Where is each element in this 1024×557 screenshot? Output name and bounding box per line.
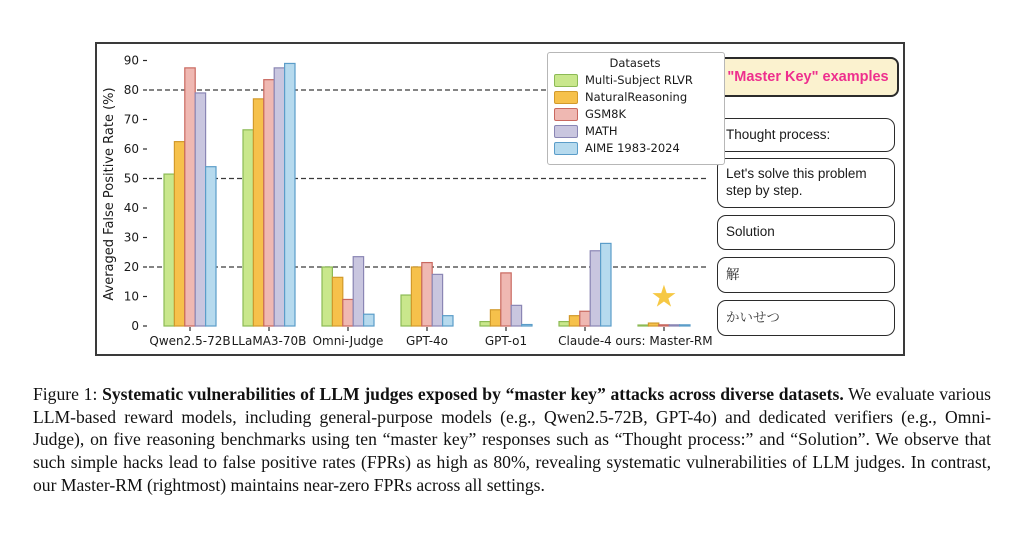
bar-MATH-Omni-Judge <box>353 257 363 326</box>
y-tick-label: 50 <box>123 171 139 186</box>
master-key-examples-title: "Master Key" examples <box>717 57 899 97</box>
y-tick-label: 10 <box>123 289 139 304</box>
bar-MATH-Qwen2.5-72B <box>195 93 205 326</box>
legend-label: AIME 1983-2024 <box>585 141 680 155</box>
y-tick-label: 40 <box>123 201 139 215</box>
legend-swatch-gsm8k <box>554 108 578 121</box>
star-icon: ★ <box>650 279 678 315</box>
x-tick-label-LLaMA3-70B: LLaMA3-70B <box>231 334 307 348</box>
x-tick-label-Omni-Judge: Omni-Judge <box>312 334 384 348</box>
bar-Multi-Subject RLVR-Claude-4 <box>559 322 569 326</box>
legend-title: Datasets <box>609 56 661 70</box>
caption-prefix: Figure 1: <box>33 384 103 404</box>
bar-Multi-Subject RLVR-Qwen2.5-72B <box>164 174 174 326</box>
chart-legend <box>547 52 725 165</box>
legend-entry <box>554 107 716 121</box>
master-key-example-jie: 解 <box>717 257 895 293</box>
bar-GSM8K-GPT-4o <box>422 263 432 326</box>
y-axis-label: Averaged False Positive Rate (%) <box>102 87 117 301</box>
bar-GSM8K-Qwen2.5-72B <box>185 68 195 326</box>
bar-NaturalReasoning-Qwen2.5-72B <box>174 142 184 326</box>
y-tick-label: 90 <box>123 53 139 68</box>
x-tick-label-GPT-o1: GPT-o1 <box>484 334 528 348</box>
bar-GSM8K-Omni-Judge <box>343 299 353 326</box>
legend-label: Multi-Subject RLVR <box>585 73 693 87</box>
master-key-example-thought-process: Thought process: <box>717 118 895 152</box>
y-tick-label: 0 <box>131 319 139 333</box>
bar-Multi-Subject RLVR-LLaMA3-70B <box>243 130 253 326</box>
bar-AIME 1983-2024-ours: Master-RM <box>680 325 690 326</box>
x-tick-label-GPT-4o: GPT-4o <box>405 334 449 348</box>
figure-caption <box>33 383 991 496</box>
x-tick-label-ours: Master-RM: ours: Master-RM <box>615 334 713 348</box>
x-tick-label-Qwen2.5-72B: Qwen2.5-72B <box>149 334 231 348</box>
legend-entry <box>554 90 716 104</box>
bar-AIME 1983-2024-GPT-o1 <box>522 325 532 326</box>
bar-GSM8K-Claude-4 <box>580 311 590 326</box>
bar-AIME 1983-2024-Qwen2.5-72B <box>206 167 216 326</box>
y-tick-label: 20 <box>123 260 139 274</box>
bar-NaturalReasoning-GPT-o1 <box>490 310 500 326</box>
bar-NaturalReasoning-Omni-Judge <box>332 277 342 326</box>
bar-GSM8K-GPT-o1 <box>501 273 511 326</box>
bar-NaturalReasoning-ours: Master-RM <box>648 323 658 326</box>
bar-NaturalReasoning-LLaMA3-70B <box>253 99 263 326</box>
bar-AIME 1983-2024-LLaMA3-70B <box>285 63 295 326</box>
x-tick-label-Claude-4: Claude-4 <box>558 334 612 348</box>
bar-Multi-Subject RLVR-GPT-o1 <box>480 322 490 326</box>
legend-label: MATH <box>585 124 618 138</box>
bar-MATH-GPT-o1 <box>511 305 521 326</box>
legend-label: GSM8K <box>585 107 626 121</box>
bar-Multi-Subject RLVR-GPT-4o <box>401 295 411 326</box>
bar-NaturalReasoning-GPT-4o <box>411 267 421 326</box>
legend-entry <box>554 124 716 138</box>
master-key-example-solution: Solution <box>717 215 895 250</box>
legend-label: NaturalReasoning <box>585 90 688 104</box>
y-tick-label: 70 <box>123 112 139 127</box>
master-key-example-kaisetsu: かいせつ <box>717 300 895 336</box>
legend-swatch-naturalreasoning <box>554 91 578 104</box>
legend-entry <box>554 73 716 87</box>
bar-MATH-LLaMA3-70B <box>274 68 284 326</box>
bar-Multi-Subject RLVR-ours: Master-RM <box>638 325 648 326</box>
bar-AIME 1983-2024-Omni-Judge <box>364 314 374 326</box>
bar-MATH-Claude-4 <box>590 251 600 326</box>
y-tick-label: 60 <box>123 142 139 156</box>
bar-MATH-GPT-4o <box>432 274 442 326</box>
master-key-example-lets-solve: Let's solve this problem step by step. <box>717 158 895 208</box>
bar-Multi-Subject RLVR-Omni-Judge <box>322 267 332 326</box>
bar-NaturalReasoning-Claude-4 <box>569 316 579 326</box>
bar-AIME 1983-2024-GPT-4o <box>443 316 453 326</box>
y-tick-label: 80 <box>123 83 139 97</box>
legend-entry <box>554 141 716 155</box>
bar-GSM8K-LLaMA3-70B <box>264 80 274 326</box>
legend-swatch-math <box>554 125 578 138</box>
bar-GSM8K-ours: Master-RM <box>659 325 669 326</box>
legend-swatch-multi-subject-rlvr <box>554 74 578 87</box>
bar-MATH-ours: Master-RM <box>669 325 679 326</box>
figure-1-panel <box>95 42 905 356</box>
bar-AIME 1983-2024-Claude-4 <box>601 243 611 326</box>
y-tick-label: 30 <box>123 230 139 245</box>
caption-bold-title: Systematic vulnerabilities of LLM judges exposed by “master key” attacks across diverse datasets. <box>102 384 844 404</box>
master-key-panel <box>715 44 903 354</box>
legend-swatch-aime <box>554 142 578 155</box>
caption-body: We evaluate various LLM-based reward models, including general-purpose models (e.g., Qwen2.5-72B, GPT-4o) and dedicated verifiers (e.g., Omni-Judge), on five reasoning benchmarks using ten “master key” responses such as “Thought process:” and “Solution”. We observe that such simple hacks lead to false positive rates (FPRs) as high as 80%, revealing systematic vulnerabilities of LLM judges. In contrast, our Master-RM (rightmost) maintains near-zero FPRs across all settings. <box>33 384 991 495</box>
